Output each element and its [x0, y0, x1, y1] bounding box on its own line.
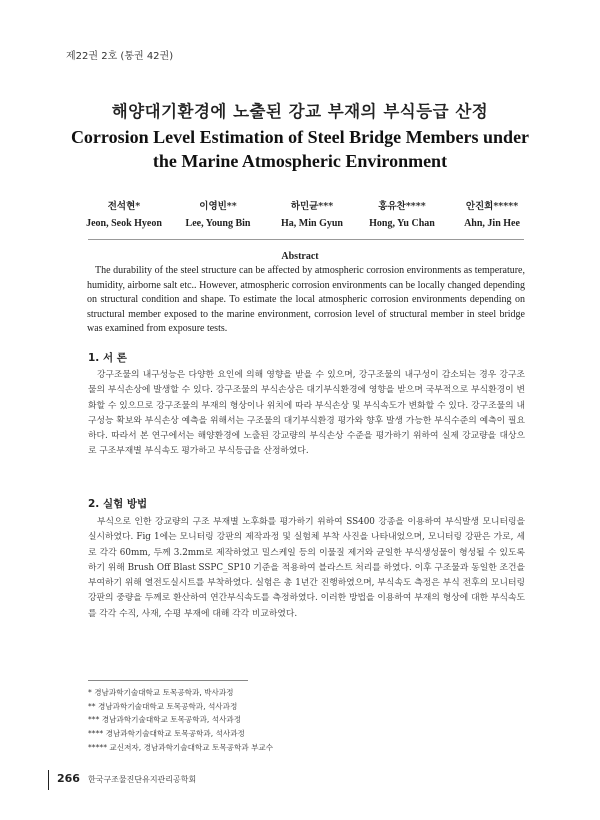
author-5-korean: 안진희*****	[465, 201, 519, 212]
author-4-korean: 홍유찬****	[378, 201, 426, 212]
footnote-divider	[88, 680, 248, 681]
footnote-4: **** 경남과학기술대학교 토목공학과, 석사과정	[88, 729, 245, 739]
author-4	[352, 198, 452, 229]
section-1-body: 강구조물의 내구성능은 다양한 요인에 의해 영향을 받을 수 있으며, 강구조물의 내구성이 감소되는 경우 강구조물의 부식손상에 발생할 수 있다. 강구조물의 부식손상은 대기부식환경에 영향을 받으며 국부적으로 부식환경이 변화할 수 있으므로 강구조물의 부재의 형상이나 위치에 따라 부식손상 및 부식속도가 변화할 수 있다. 강구조물의 내구성능 확보와 부식손상 예측을 위해서는 구조물의 대기부식환경 평가와 향후 발생 가능한 부식수준의 예측이 필요하다. 따라서 본 연구에서는 해양환경에 노출된 강교량의 부식손상 수준을 평가하기 위하여 실제 강교량을 대상으로 구조부재별 부식속도 평가하고 부식등급을 산정하였다.	[88, 370, 525, 457]
abstract-text: The durability of the steel structure can be affected by atmospheric corrosion environments as temperature, humidity, airborne salt etc.. However, atmospheric corrosion environments can be locally changed depending on structural condition and shape. To estimate the local atmospheric corrosion environments depending on structural member exposed to the marine environment, corrosion level of structural member in steel bridge was examined from exposure tests.	[87, 265, 525, 335]
footnotes	[88, 686, 273, 755]
issue-header: 제22권 2호 (통권 42권)	[66, 51, 174, 62]
footnote-3: *** 경남과학기술대학교 토목공학과, 석사과정	[88, 715, 242, 725]
section-2-body: 부식으로 인한 강교량의 구조 부재별 노후화를 평가하기 위하여 SS400 강종을 이용하여 부식발생 모니터링을 실시하였다. Fig 1에는 모니터링 강판의 제작과정 및 실험체 부착 사진을 나타내었으며, 모니터링 강판은 가로, 세로 각각 60mm, 두께 3.2mm로 제작하였고 밀스케일 등의 이물질 제거와 균일한 부식생성물이 형성될 수 있도록 하기 위해 Brush Off Blast SSPC_SP10 기준을 적용하여 블라스트 처리를 하였다. 이후 구조물과 동일한 조건을 부여하기 위해 열전도실시트를 부착하였다. 실험은 총 1년간 진행하였으며, 부식속도 측정은 부식 전후의 모니터링 강판의 중량을 두께로 환산하여 연간부식속도를 측정하였다. 이러한 방법을 이용하여 부재의 형상에 대한 부식속도를 각각 수직, 사재, 수평 부재에 대해 각각 비교하였다.	[88, 517, 526, 619]
author-3-english: Ha, Min Gyun	[281, 218, 343, 229]
author-5-english: Ahn, Jin Hee	[464, 218, 520, 229]
footnote-5: ***** 교신저자, 경남과학기술대학교 토목공학과 부교수	[88, 742, 274, 752]
journal-name: 한국구조물진단유지관리공학회	[88, 775, 197, 784]
section-1-heading: 1. 서 론	[88, 352, 127, 364]
author-3-korean: 하민균***	[290, 201, 334, 212]
footnote-2: ** 경남과학기술대학교 토목공학과, 석사과정	[88, 701, 238, 711]
author-1-english: Jeon, Seok Hyeon	[86, 218, 162, 229]
page-number: 266	[57, 772, 80, 785]
author-2-english: Lee, Young Bin	[185, 218, 251, 229]
abstract-heading: Abstract	[281, 251, 319, 262]
page-marker-bar	[48, 770, 49, 790]
section-2-heading: 2. 실험 방법	[88, 498, 148, 510]
author-5	[442, 198, 542, 229]
author-2-korean: 이영빈**	[199, 201, 237, 212]
author-1-korean: 전석현*	[107, 201, 141, 212]
paper-title-korean: 해양대기환경에 노출된 강교 부재의 부식등급 산정	[111, 102, 489, 121]
divider-line	[88, 239, 524, 240]
paper-title-english: Corrosion Level Estimation of Steel Bridge Members under the Marine Atmospheric Environment	[70, 127, 530, 171]
author-2	[168, 198, 268, 229]
author-4-english: Hong, Yu Chan	[369, 218, 435, 229]
footnote-1: * 경남과학기술대학교 토목공학과, 박사과정	[88, 688, 234, 697]
author-1	[74, 198, 174, 229]
author-3	[262, 198, 362, 229]
